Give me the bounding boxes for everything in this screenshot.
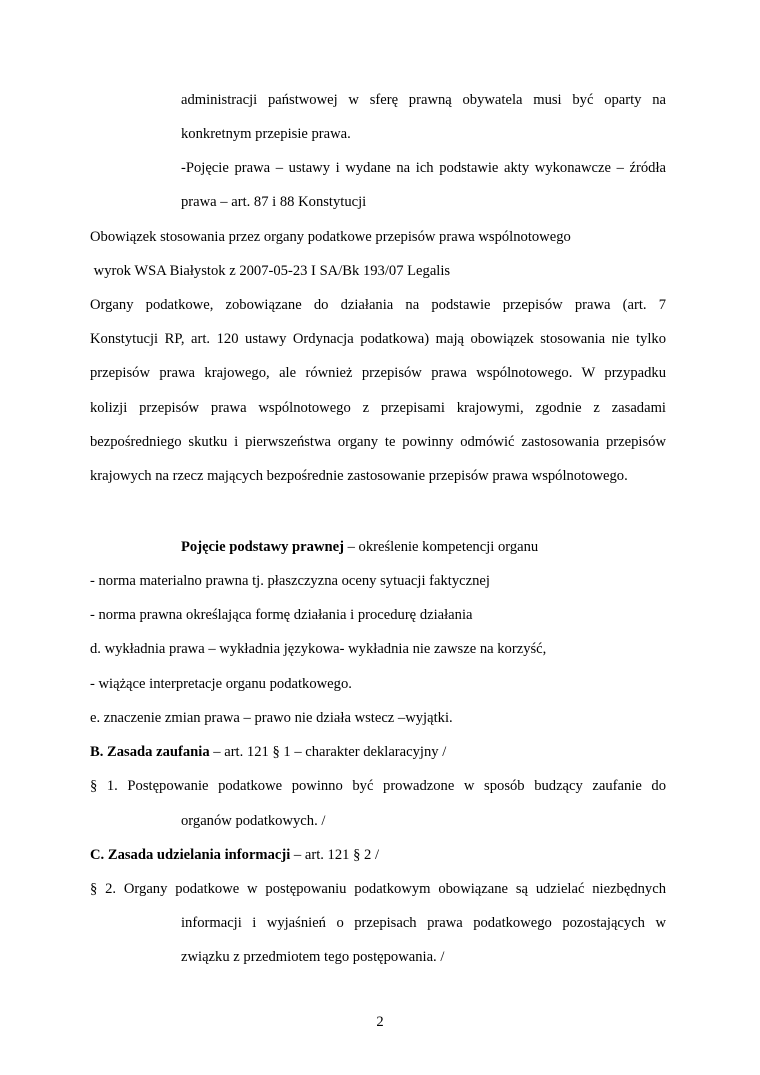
list-item: - wiążące interpretacje organu podatkowego.	[90, 676, 352, 692]
text-line: prawa – art. 87 i 88 Konstytucji	[181, 194, 367, 210]
zasada-c-bold: C. Zasada udzielania informacji	[90, 847, 291, 863]
list-item: e. znaczenie zmian prawa – prawo nie działa wstecz –wyjątki.	[90, 710, 453, 726]
page-number: 2	[376, 1014, 384, 1030]
zasada-c-heading	[90, 845, 379, 865]
paragraph-line: kolizji przepisów prawa wspólnotowego z przepisami krajowymi, zgodnie z zasadami	[90, 400, 666, 416]
zasada-b-paragraph: organów podatkowych. /	[181, 813, 326, 829]
zasada-b-paragraph: § 1. Postępowanie podatkowe powinno być prowadzone w sposób budzący zaufanie do	[90, 778, 666, 794]
zasada-c-paragraph: związku z przedmiotem tego postępowania. /	[181, 949, 445, 965]
list-item: - norma prawna określająca formę działania i procedurę działania	[90, 607, 473, 623]
zasada-b-rest: – art. 121 § 1 – charakter deklaracyjny /	[209, 744, 447, 760]
paragraph-line: przepisów prawa krajowego, ale również przepisów prawa wspólnotowego. W przypadku	[90, 365, 666, 381]
text-line: administracji państwowej w sferę prawną obywatela musi być oparty na	[181, 92, 666, 108]
zasada-c-rest: – art. 121 § 2 /	[290, 847, 380, 863]
zasada-b-bold: B. Zasada zaufania	[90, 744, 210, 760]
list-item: d. wykładnia prawa – wykładnia językowa- wykładnia nie zawsze na korzyść,	[90, 641, 547, 657]
podstawa-heading-rest: – określenie kompetencji organu	[343, 539, 539, 555]
citation-line: wyrok WSA Białystok z 2007-05-23 I SA/Bk 193/07 Legalis	[90, 263, 451, 279]
zasada-c-paragraph: § 2. Organy podatkowe w postępowaniu podatkowym obowiązane są udzielać niezbędnych	[90, 881, 666, 897]
zasada-b-heading	[90, 742, 446, 762]
podstawa-heading-bold: Pojęcie podstawy prawnej	[181, 539, 344, 555]
list-item: - norma materialno prawna tj. płaszczyzna oceny sytuacji faktycznej	[90, 573, 490, 589]
paragraph-line: Konstytucji RP, art. 120 ustawy Ordynacja podatkowa) mają obowiązek stosowania nie tylko	[90, 331, 666, 347]
paragraph-line: Organy podatkowe, zobowiązane do działania na podstawie przepisów prawa (art. 7	[90, 297, 666, 313]
text-line: -Pojęcie prawa – ustawy i wydane na ich podstawie akty wykonawcze – źródła	[181, 160, 666, 176]
paragraph-line: bezpośredniego skutku i pierwszeństwa organy te powinny odmówić zastosowania przepisów	[90, 434, 666, 450]
podstawa-heading	[181, 537, 538, 557]
section-title: Obowiązek stosowania przez organy podatkowe przepisów prawa wspólnotowego	[90, 229, 571, 245]
zasada-c-paragraph: informacji i wyjaśnień o przepisach prawa podatkowego pozostających w	[181, 915, 666, 931]
paragraph-line: krajowych na rzecz mających bezpośrednie zastosowanie przepisów prawa wspólnotowego.	[90, 468, 628, 484]
text-line: konkretnym przepisie prawa.	[181, 126, 351, 142]
